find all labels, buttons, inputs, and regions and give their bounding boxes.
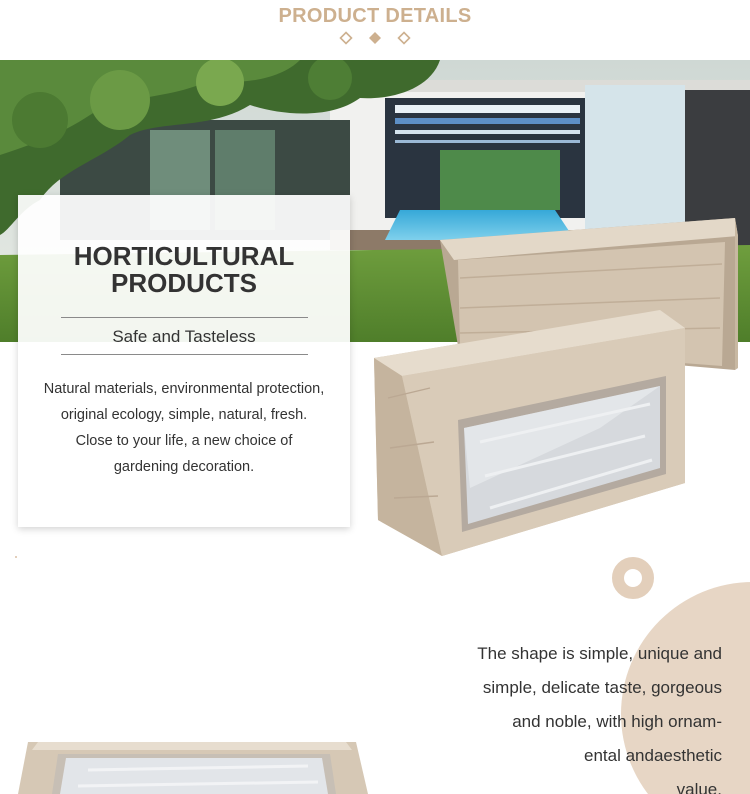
description-line: Natural materials, environmental protection, [43, 381, 325, 397]
description-line: original ecology, simple, natural, fresh. [60, 407, 308, 423]
product-info-card [18, 195, 350, 527]
wooden-planter-image [360, 198, 750, 558]
diamond-divider-icon [0, 31, 750, 45]
card-subtitle: Safe and Tasteless [112, 327, 256, 346]
divider [61, 354, 308, 355]
feature-line: simple, delicate taste, gorgeous [482, 678, 722, 697]
decorative-dot [15, 556, 17, 558]
feature-description [382, 637, 722, 794]
card-heading [18, 243, 350, 297]
feature-line: and noble, with high ornam- [512, 712, 722, 731]
description-line: gardening decoration. [113, 459, 255, 475]
decorative-ring-icon [612, 557, 654, 599]
heading-line: HORTICULTURAL [73, 241, 295, 271]
feature-line: The shape is simple, unique and [477, 644, 722, 663]
section-title: PRODUCT DETAILS [278, 5, 472, 27]
card-description [18, 376, 350, 480]
divider [61, 317, 308, 318]
wooden-planter-top-image [18, 730, 368, 794]
section-header [0, 0, 750, 60]
feature-line: ental andaesthetic [584, 746, 722, 765]
heading-line: PRODUCTS [111, 268, 257, 298]
feature-line: value. [676, 780, 722, 794]
description-line: Close to your life, a new choice of [75, 433, 293, 449]
